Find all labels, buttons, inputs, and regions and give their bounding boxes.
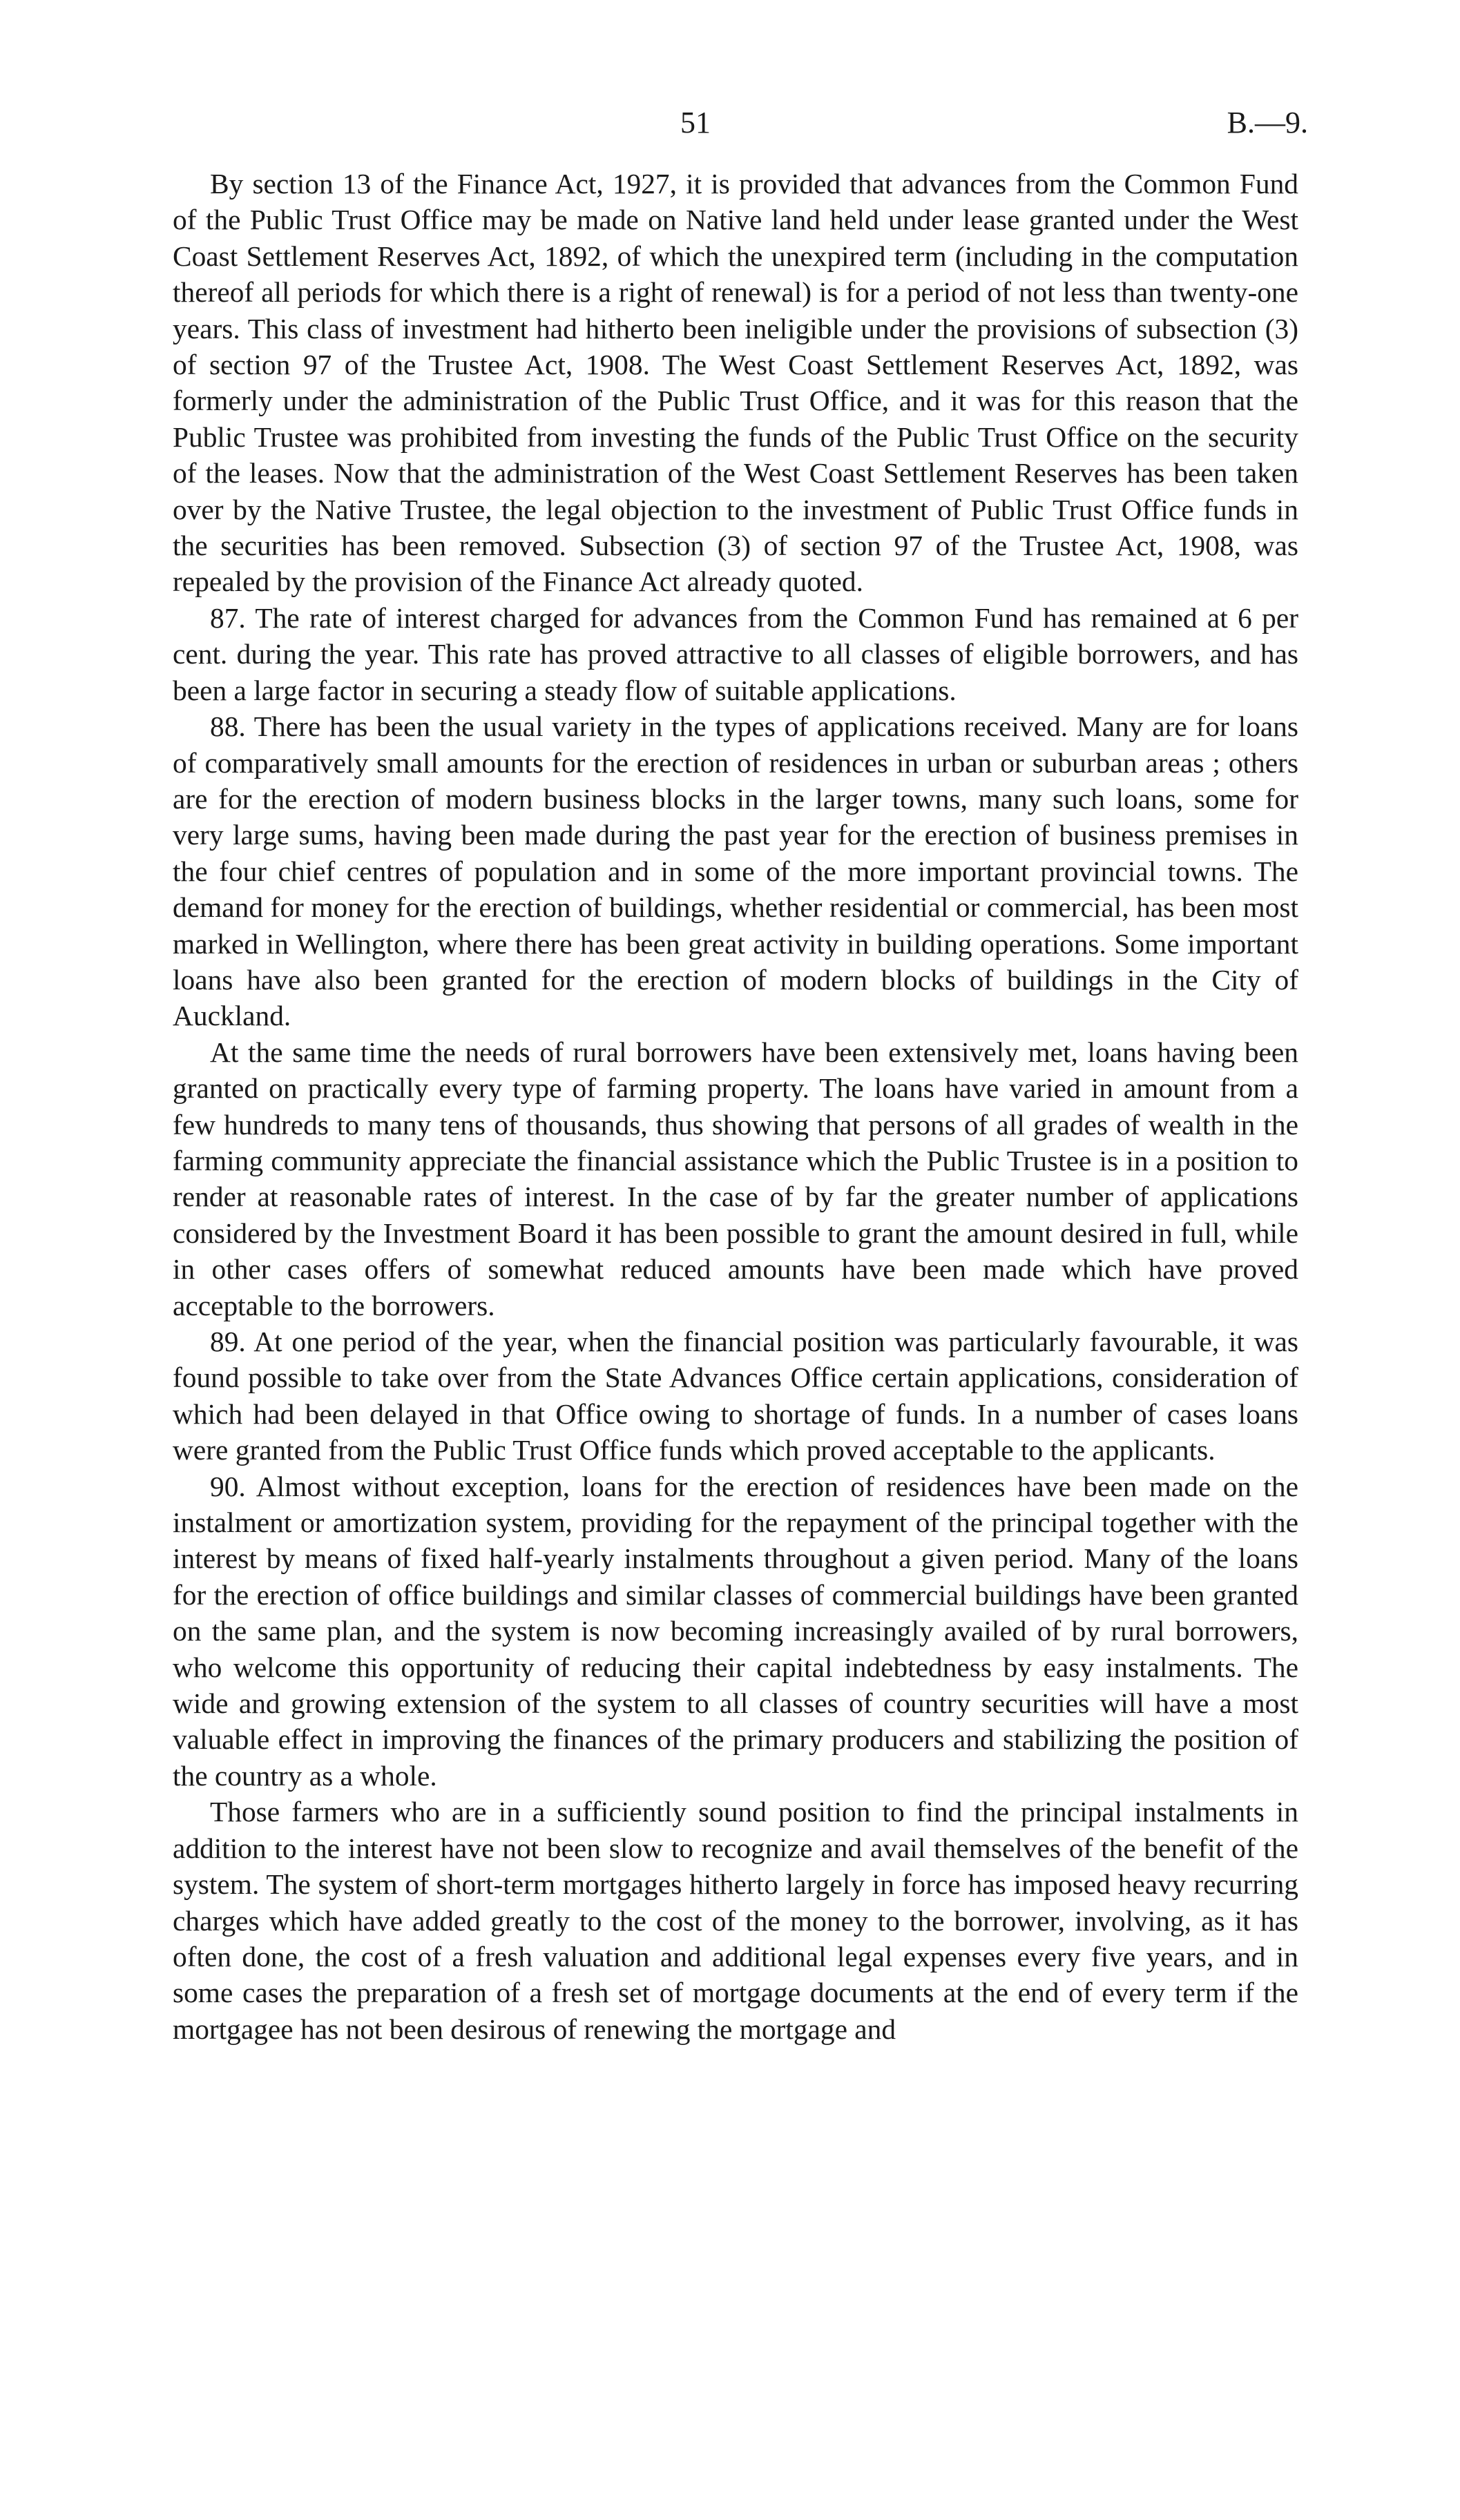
page-number: 51 [680, 106, 711, 139]
body-text [173, 166, 1298, 2047]
paragraph-rural-borrowers: At the same time the needs of rural borrowers have been extensively met, loans having been granted on practically every type of farming property. The loans have varied in amount from a few hundreds to many tens of thousands, thus showing that persons of all grades of wealth in the farming community appreciate the financial assistance which the Public Trustee is in a position to render at reasonable rates of interest. In the case of by far the greater number of applications considered by the Investment Board it has been possible to grant the amount desired in full, while in other cases offers of somewhat reduced amounts have been made which have proved acceptable to the borrowers. [173, 1036, 1298, 1321]
paragraph-finance-act: By section 13 of the Finance Act, 1927, it is provided that advances from the Common Fund of the Public Trust Office may be made on Native land held under lease granted under the West Coast Settlement Reserves Act, 1892, of which the unexpired term (including in the computation thereof all periods for which there is a right of renewal) is for a period of not less than twenty-one years. This class of investment had hitherto been ineligible under the provisions of subsection (3) of section 97 of the Trustee Act, 1908. The West Coast Settlement Reserves Act, 1892, was formerly under the administration of the Public Trust Office, and it was for this reason that the Public Trustee was prohibited from investing the funds of the Public Trust Office on the security of the leases. Now that the administration of the West Coast Settlement Reserves has been taken over by the Native Trustee, the legal objection to the investment of Public Trust Office funds in the securities has been removed. Subsection (3) of section 97 of the Trustee Act, 1908, was repealed by the provision of the Finance Act already quoted. [173, 168, 1298, 598]
paragraph-90: 90. Almost without exception, loans for the erection of residences have been made on the instalment or amortization system, providing for the repayment of the principal together with the interest by means of fixed half-yearly instalments throughout a given period. Many of the loans for the erection of office buildings and similar classes of commercial buildings have been granted on the same plan, and the system is now becoming increasingly availed of by rural borrowers, who welcome this opportunity of reducing their capital indebtedness by easy instalments. The wide and growing extension of the system to all classes of country securities will have a most valuable effect in improving the finances of the primary producers and stabilizing the position of the country as a whole. [173, 1470, 1298, 1792]
paragraph-89: 89. At one period of the year, when the financial position was particularly favourable, it was found possible to take over from the State Advances Office certain applications, consideration of which had been delayed in that Office owing to shortage of funds. In a number of cases loans were granted from the Public Trust Office funds which proved acceptable to the applicants. [173, 1326, 1298, 1466]
paragraph-87: 87. The rate of interest charged for advances from the Common Fund has remained at 6 per cent. during the year. This rate has proved attractive to all classes of eligible borrowers, and has been a large factor in securing a steady flow of suitable applications. [173, 601, 1298, 706]
page-header [0, 102, 1460, 144]
paragraph-farmers: Those farmers who are in a sufficiently sound position to find the principal instalments in addition to the interest have not been slow to recognize and avail themselves of the benefit of the system. The system of short-term mortgages hitherto largely in force has imposed heavy recurring charges which have added greatly to the cost of the money to the borrower, involving, as it has often done, the cost of a fresh valuation and additional legal expenses every five years, and in some cases the preparation of a fresh set of mortgage documents at the end of every term if the mortgagee has not been desirous of renewing the mortgage and [173, 1796, 1298, 2045]
document-code: B.—9. [1227, 106, 1308, 139]
paragraph-88: 88. There has been the usual variety in the types of applications received. Many are for loans of comparatively small amounts for the erection of residences in urban or suburban areas ; others are for the erection of modern business blocks in the larger towns, many such loans, some for very large sums, having been made during the past year for the erection of business premises in the four chief centres of population and in some of the more important provincial towns. The demand for money for the erection of buildings, whether residential or commercial, has been most marked in Wellington, where there has been great activity in building operations. Some important loans have also been granted for the erection of modern blocks of buildings in the City of Auckland. [173, 710, 1298, 1032]
